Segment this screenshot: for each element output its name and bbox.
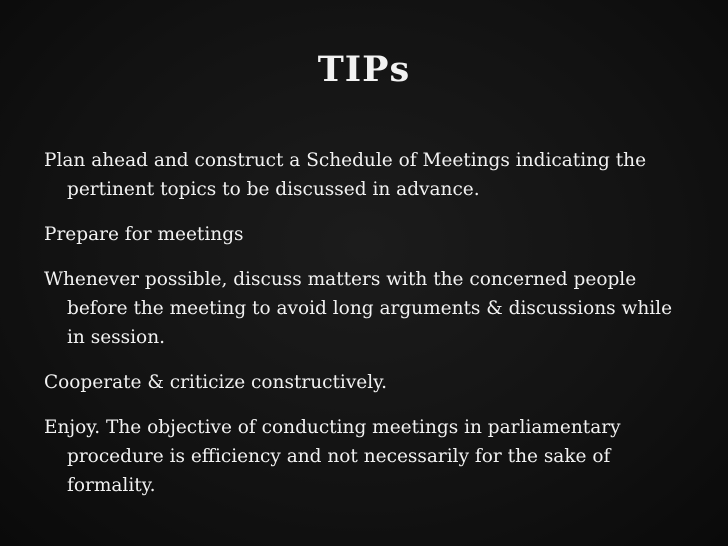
- tip-plan-ahead: Plan ahead and construct a Schedule of Meetings indicating the pertinent topics to be discussed in advance.: [44, 150, 647, 200]
- tip-cooperate: Cooperate & criticize constructively.: [44, 372, 388, 393]
- tip-discuss-beforehand: Whenever possible, discuss matters with the concerned people before the meeting to avoid long arguments & discussions while in session.: [44, 269, 673, 348]
- tips-list: [44, 146, 694, 516]
- tip-enjoy: Enjoy. The objective of conducting meetings in parliamentary procedure is efficiency and not necessarily for the sake of formality.: [44, 417, 621, 496]
- tip-prepare: Prepare for meetings: [44, 224, 244, 245]
- slide-title: TIPs: [317, 49, 411, 90]
